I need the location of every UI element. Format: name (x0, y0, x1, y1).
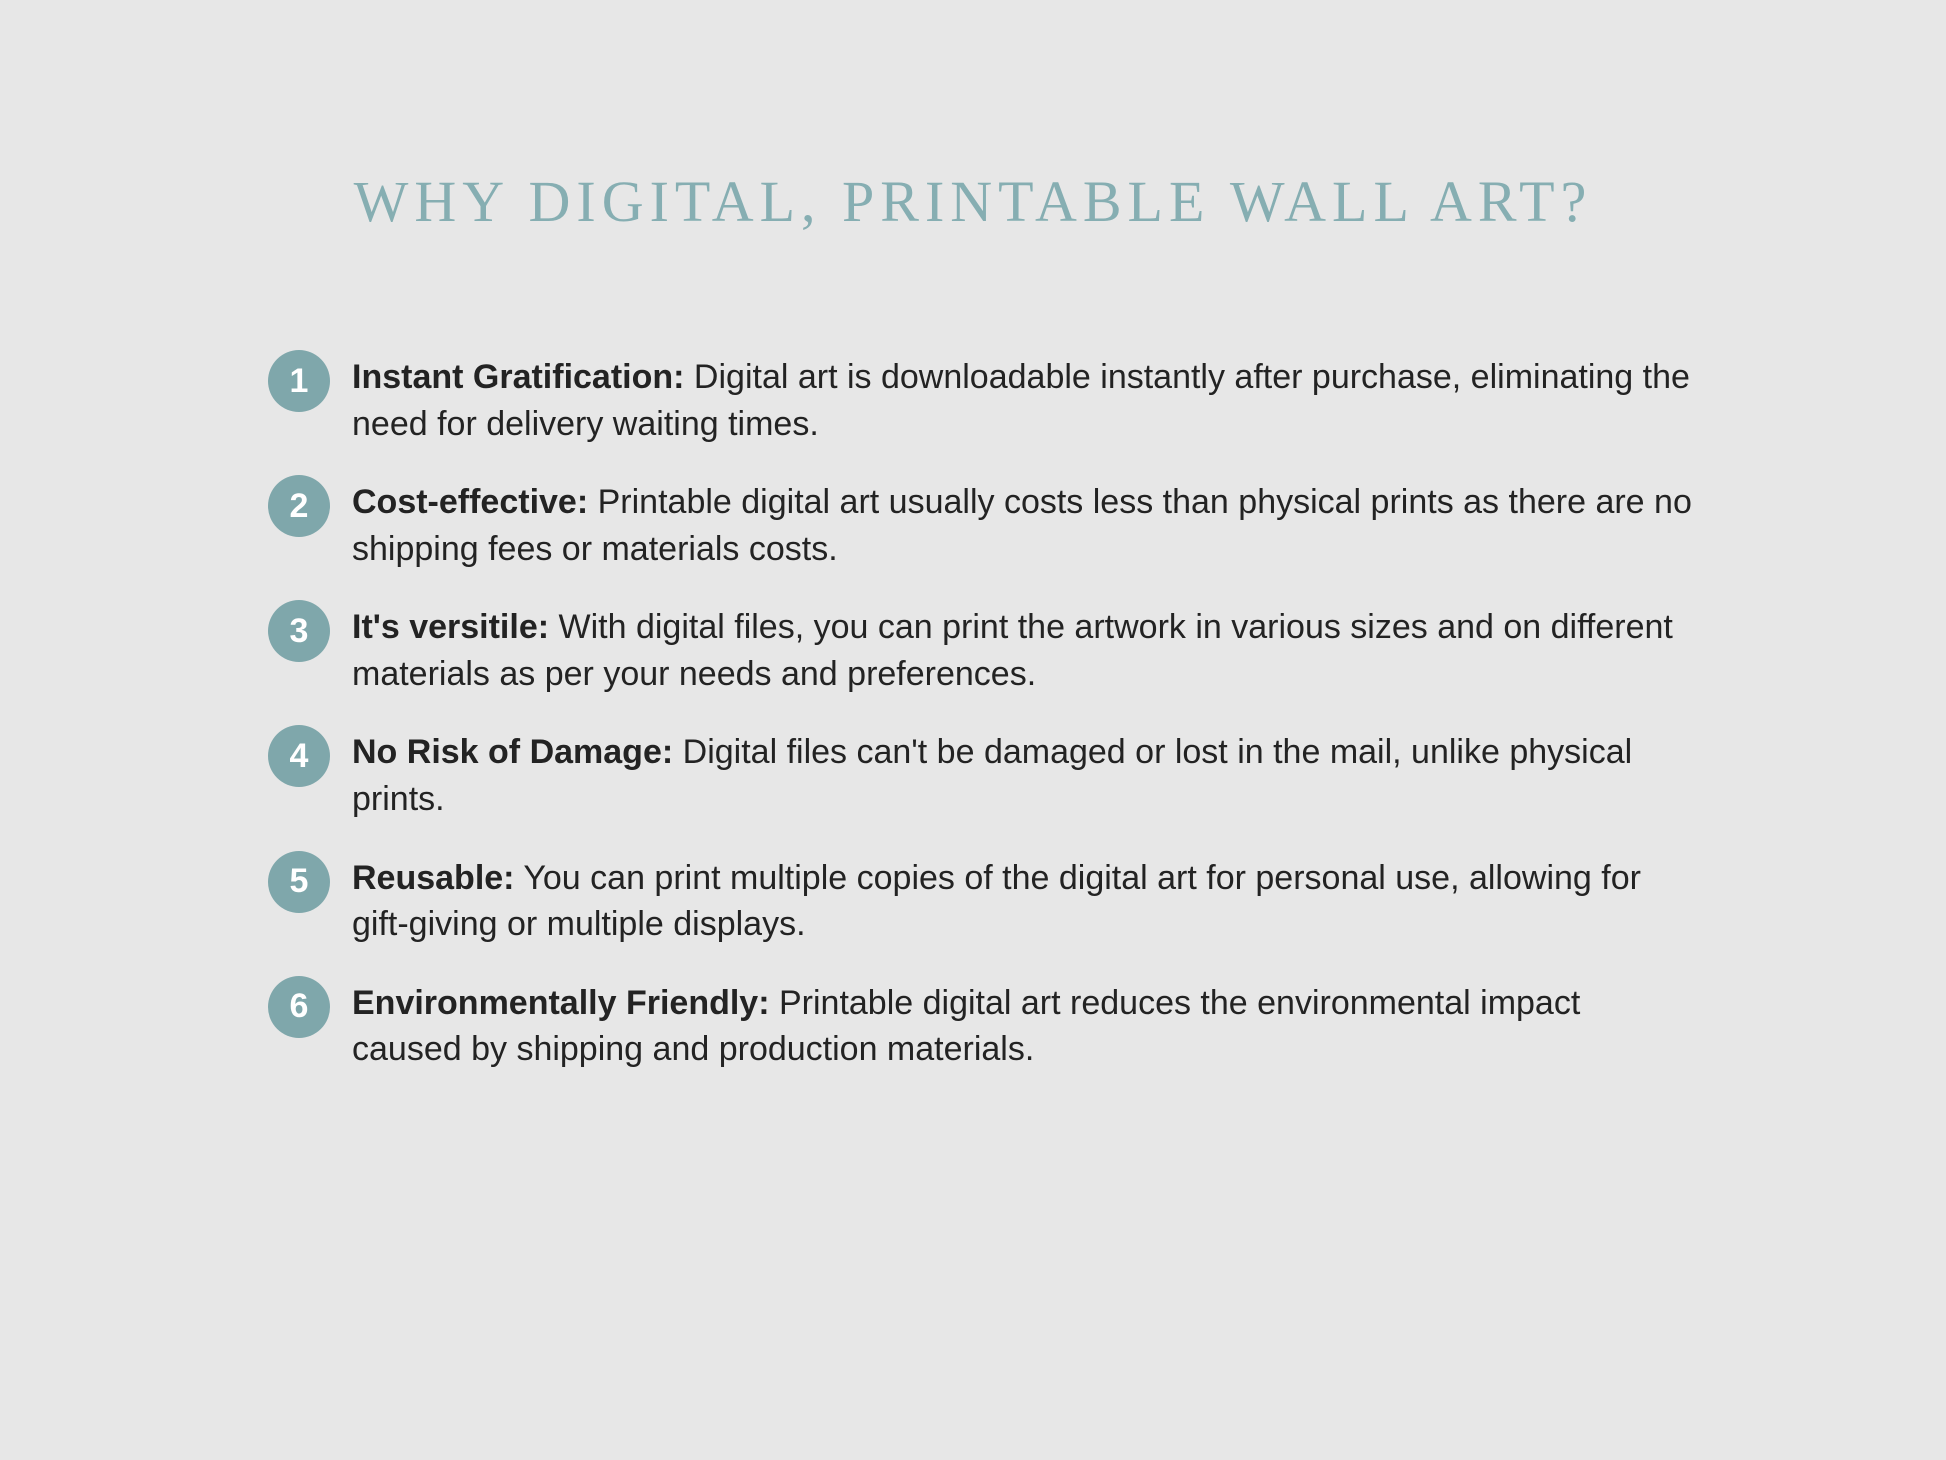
item-heading: Instant Gratification: (352, 358, 685, 396)
item-text (352, 473, 1698, 572)
benefits-list (268, 348, 1698, 1099)
item-heading: No Risk of Damage: (352, 733, 674, 772)
item-number-badge: 1 (268, 350, 330, 412)
list-item (268, 473, 1698, 572)
list-item (268, 849, 1698, 948)
item-heading: Cost-effective: (352, 483, 589, 522)
item-text (352, 723, 1698, 822)
item-number-badge: 6 (268, 976, 330, 1038)
item-body: You can print multiple copies of the digital art for personal use, allowing for gift-giving or multiple displays. (352, 858, 1641, 944)
item-heading: It's versitile: (352, 608, 550, 647)
item-heading: Environmentally Friendly: (352, 983, 770, 1022)
list-item (268, 974, 1698, 1073)
list-item (268, 348, 1698, 447)
item-number-badge: 5 (268, 851, 330, 913)
item-body: With digital files, you can print the artwork in various sizes and on different materials as per your needs and preferences. (352, 608, 1673, 693)
list-item (268, 598, 1698, 697)
item-text (352, 849, 1698, 948)
item-body: Digital art is downloadable instantly after purchase, eliminating the need for delivery waiting times. (352, 358, 1690, 443)
item-text (352, 598, 1698, 697)
item-text (352, 348, 1698, 447)
item-number-badge: 3 (268, 600, 330, 662)
item-text (352, 974, 1698, 1073)
item-number-badge: 2 (268, 475, 330, 537)
item-body: Digital files can't be damaged or lost in the mail, unlike physical prints. (352, 733, 1633, 819)
item-body: Printable digital art reduces the environmental impact caused by shipping and production materials. (352, 983, 1581, 1069)
page-title: WHY DIGITAL, PRINTABLE WALL ART? (353, 169, 1593, 234)
list-item (268, 723, 1698, 822)
item-heading: Reusable: (352, 858, 515, 897)
item-body: Printable digital art usually costs less than physical prints as there are no shipping fees or materials costs. (352, 483, 1692, 568)
item-number-badge: 4 (268, 725, 330, 787)
